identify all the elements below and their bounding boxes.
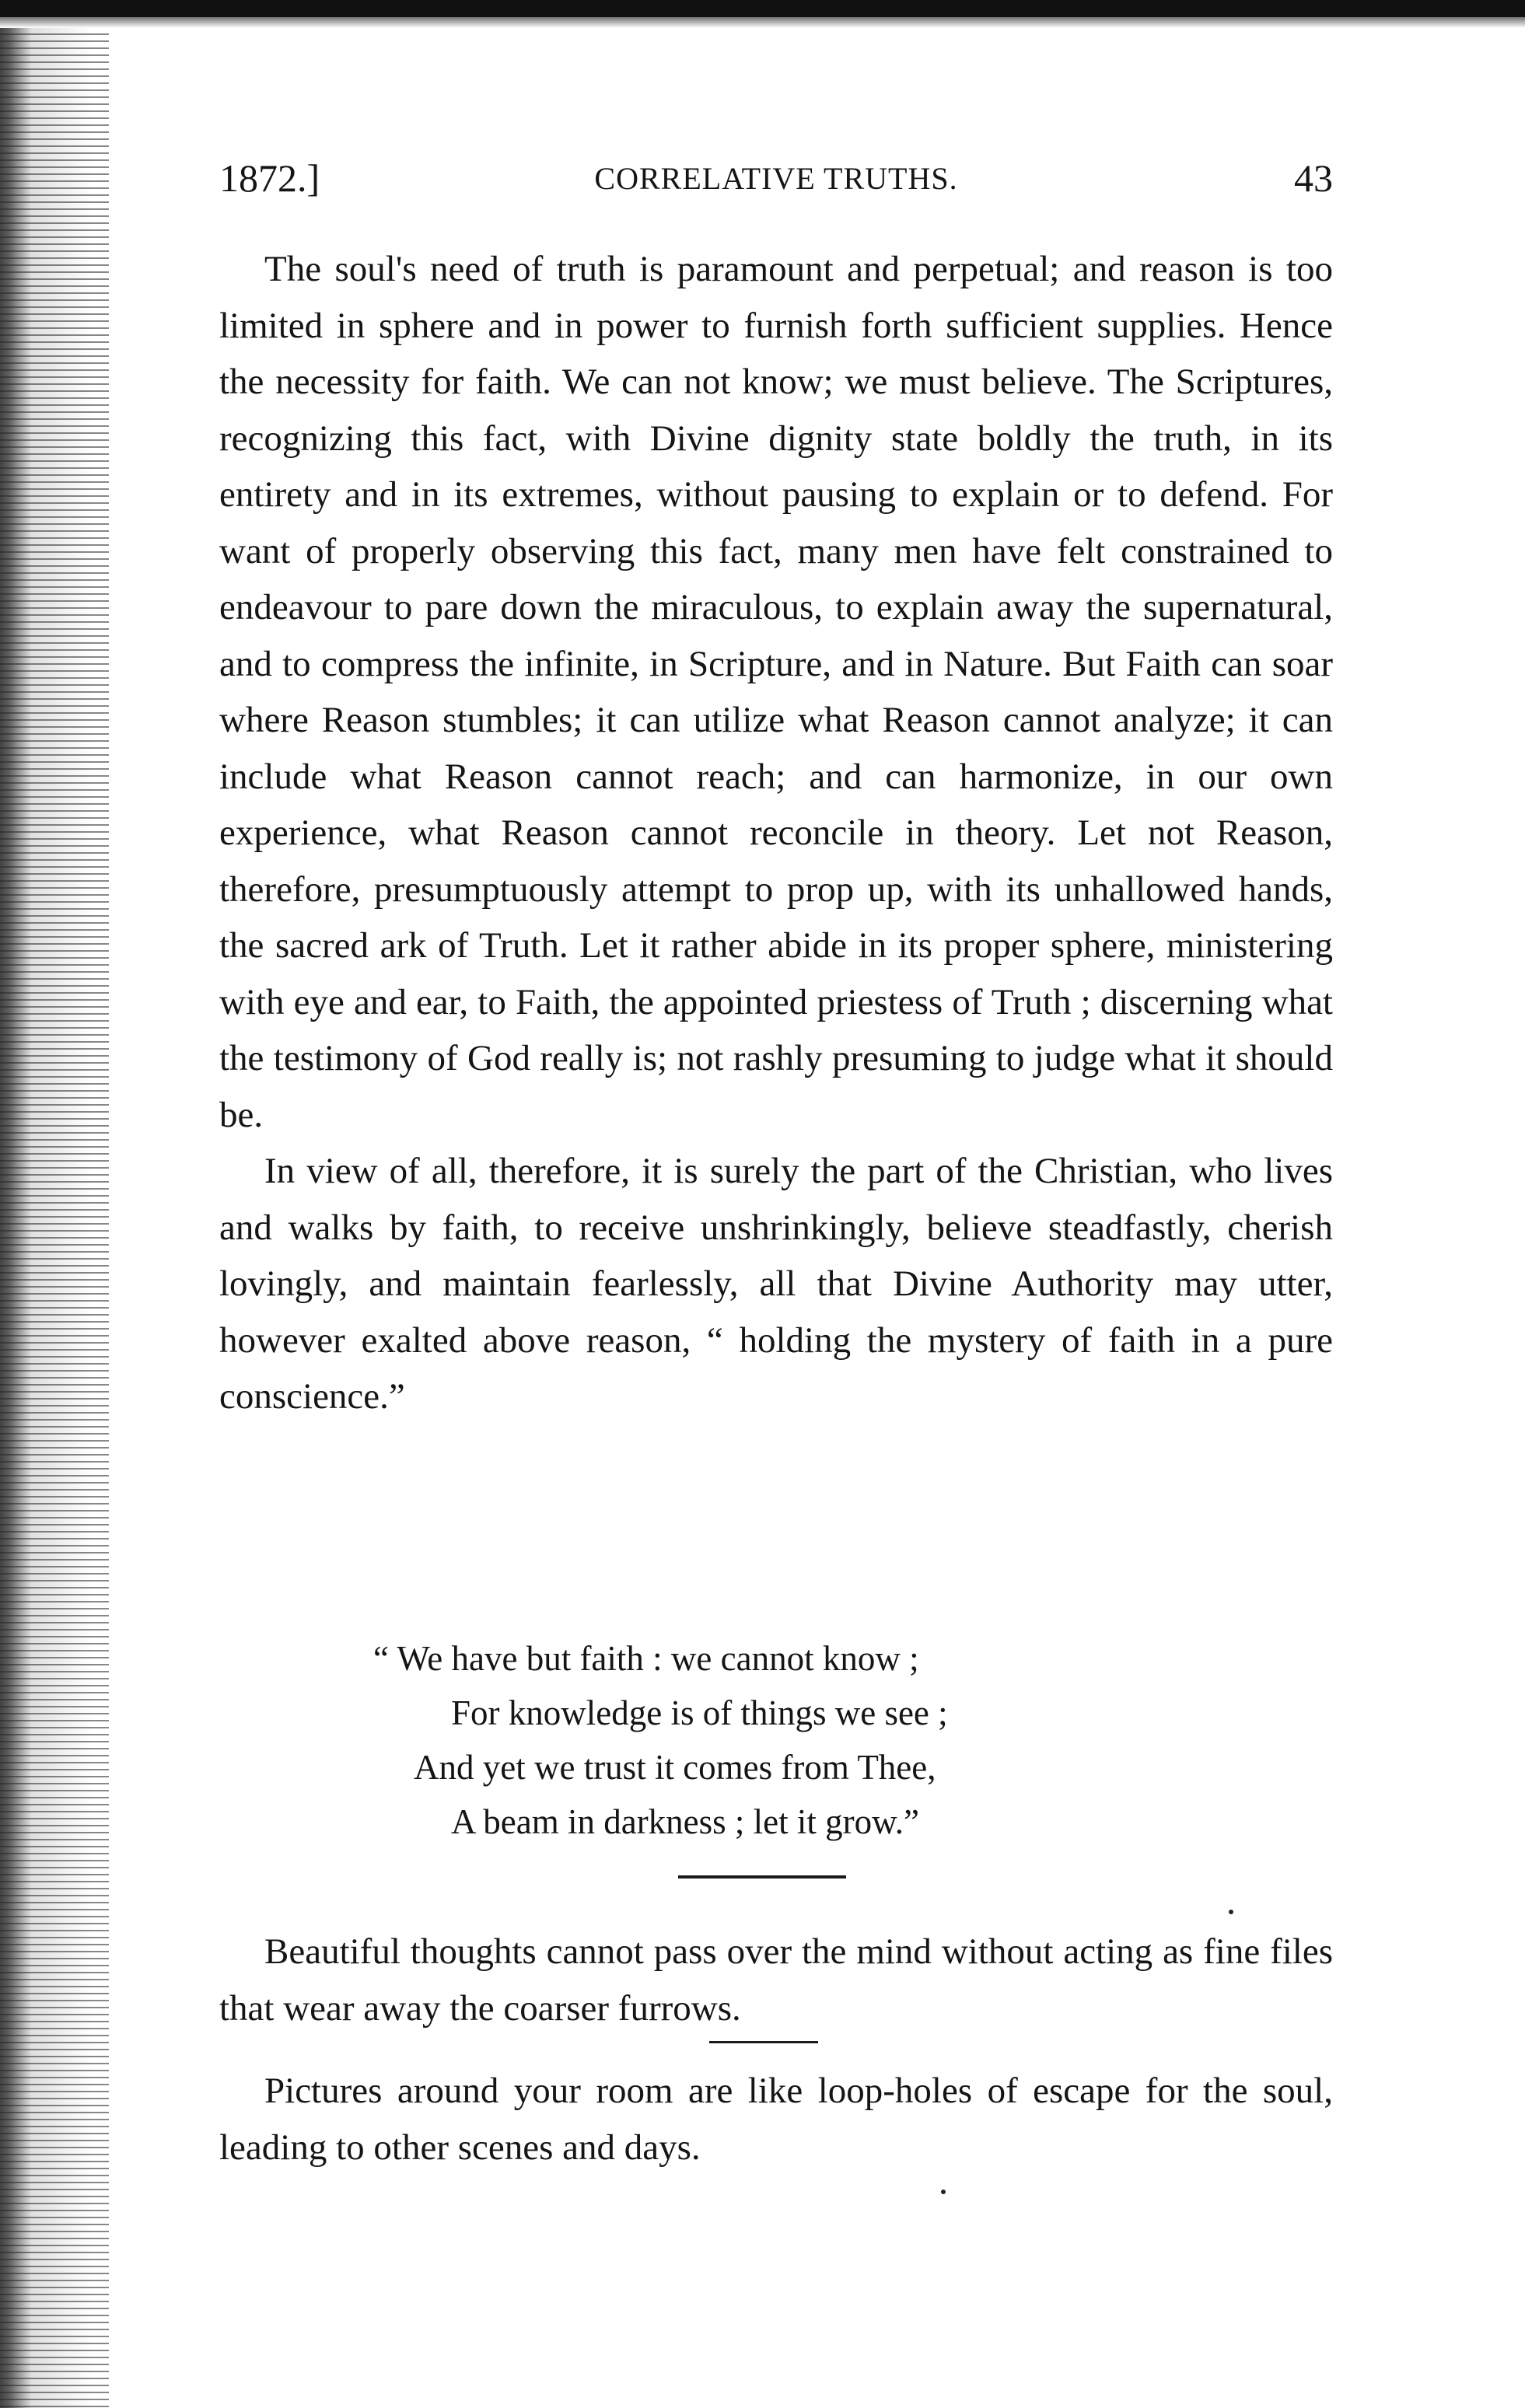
running-head-title: CORRELATIVE TRUTHS.	[594, 161, 958, 196]
poem-line: For knowledge is of things we see ;	[451, 1693, 948, 1732]
poem-line: “ We have but faith : we cannot know ;	[373, 1639, 919, 1678]
top-border-rule	[0, 0, 1525, 17]
running-head-year: 1872.]	[219, 156, 320, 200]
poem-line: And yet we trust it comes from Thee,	[414, 1748, 936, 1787]
page-number: 43	[1294, 156, 1333, 200]
poem-line: A beam in darkness ; let it grow.”	[451, 1802, 919, 1841]
filler-beautiful-thoughts: Beautiful thoughts cannot pass over the mind without acting as fine files that wear away the coarser furrows.	[219, 1931, 1333, 2029]
running-head	[219, 156, 1333, 210]
binding-gutter	[0, 28, 109, 2408]
paragraph-soul-need-of-truth: The soul's need of truth is paramount and perpetual; and reason is too limited in sphere and in power to furnish forth sufficient supplies. Hence the necessity for faith. We can not know; we must believe. The Scriptures, recognizing this fact, with Divine dignity state boldly the truth, in its entirety and in its extremes, without pausing to explain or to defend. For want of properly observing this fact, many men have felt constrained to endeavour to pare down the miraculous, to explain away the supernatural, and to compress the infinite, in Scripture, and in Nature. But Faith can soar where Reason stumbles; it can utilize what Reason cannot analyze; it can include what Reason cannot reach; and can harmonize, in our own experience, what Reason cannot reconcile in theory. Let not Reason, therefore, presumptuously attempt to prop up, with its unhallowed hands, the sacred ark of Truth. Let it rather abide in its proper sphere, ministering with eye and ear, to Faith, the appointed priestess of Truth ; discerning what the testimony of God really is; not rashly presuming to judge what it should be.	[219, 249, 1333, 1135]
main-text	[219, 241, 1333, 1425]
paragraph-in-view-of-all: In view of all, therefore, it is surely the part of the Christian, who lives and walks by faith, to receive unshrinkingly, believe steadfastly, cherish lovingly, and maintain fearlessly, all that Divine Authority may utter, however exalted above reason, “ holding the mystery of faith in a pure conscience.”	[219, 1151, 1333, 1417]
print-speck	[941, 2190, 946, 2194]
section-divider-rule	[678, 1875, 846, 1879]
poem-quotation	[350, 1631, 948, 1849]
filler-divider-rule	[709, 2041, 818, 2043]
top-border-shadow	[0, 17, 1525, 28]
filler-pictures-around-room: Pictures around your room are like loop-holes of escape for the soul, leading to other scenes and days.	[219, 2071, 1333, 2168]
print-speck	[1229, 1910, 1233, 1914]
